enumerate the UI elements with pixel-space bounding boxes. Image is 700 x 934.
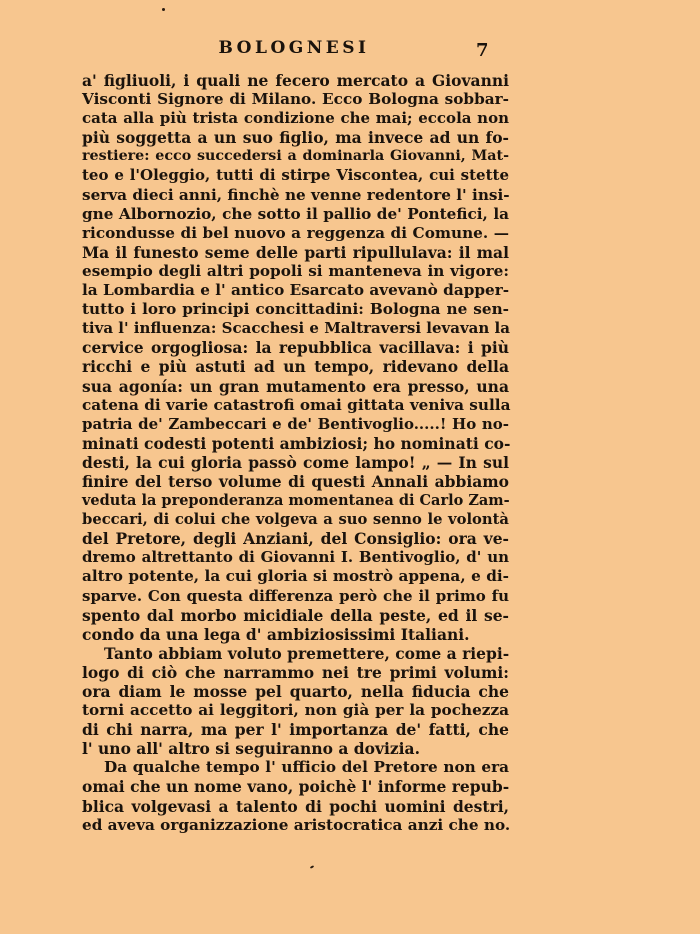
text-line: sparve. Con questa differenza però che il primo fu	[82, 586, 509, 605]
text-line: patria de' Zambeccari e de' Bentivoglio.....! Ho no-	[82, 414, 509, 433]
text-line: esempio degli altri popoli si manteneva in vigore:	[82, 261, 509, 280]
text-line: più soggetta a un suo figlio, ma invece ad un fo-	[82, 128, 509, 148]
text-line: sua agonía: un gran mutamento era presso, una	[82, 376, 509, 396]
text-line: dremo altrettanto di Giovanni I. Bentivoglio, d' un	[82, 548, 509, 567]
text-line: del Pretore, degli Anziani, del Consiglio: ora ve-	[82, 529, 509, 549]
text-line: spento dal morbo micidiale della peste, ed il se-	[82, 605, 509, 625]
paper-speck	[310, 865, 314, 869]
text-line: tiva l' influenza: Scacchesi e Maltraversi levavan la	[82, 319, 510, 338]
running-head	[0, 38, 700, 62]
text-line: ora diam le mosse pel quarto, nella fiducia che	[82, 682, 509, 701]
text-line: la Lombardia e l' antico Esarcato avevanò dapper-	[82, 281, 510, 300]
text-line: Ma il funesto seme delle parti ripullulava: il mal	[82, 242, 509, 262]
text-line: serva dieci anni, finchè ne venne redentore l' insi-	[82, 185, 510, 204]
text-line: di chi narra, ma per l' importanza de' fatti, che	[82, 720, 509, 740]
text-line: Da qualche tempo l' ufficio del Pretore non era	[104, 758, 509, 777]
text-line: ed aveva organizzazione aristocratica anzi che no.	[82, 815, 511, 834]
text-line: desti, la cui gloria passò come lampo! „ — In sul	[82, 452, 509, 472]
text-line: condo da una lega d' ambiziosissimi Italiani.	[82, 624, 470, 644]
text-line: Visconti Signore di Milano. Ecco Bologna sobbar-	[82, 90, 509, 109]
text-line: torni accetto ai leggitori, non già per la pochezza	[82, 701, 509, 720]
text-line: minati codesti potenti ambiziosi; ho nominati co-	[82, 433, 511, 453]
text-line: catena di varie catastrofi omai gittata veniva sulla	[82, 395, 511, 414]
text-line: gne Albornozio, che sotto il pallio de' Pontefici, la	[82, 204, 509, 223]
text-line: beccari, di colui che volgeva a suo senno le volontà	[82, 511, 509, 529]
running-title: BOLOGNESI	[218, 38, 370, 58]
text-line: cata alla più trista condizione che mai; eccola non	[82, 109, 509, 128]
text-line: restiere: ecco succedersi a dominarla Giovanni, Mat-	[82, 148, 509, 165]
text-line: tutto i loro principi concittadini: Bologna ne sen-	[82, 300, 509, 319]
text-line: finire del terso volume di questi Annali abbiamo	[82, 471, 509, 491]
text-line: logo di ciò che narrammo nei tre primi volumi:	[82, 662, 509, 682]
text-line: veduta la preponderanza momentanea di Carlo Zam-	[82, 492, 510, 510]
text-line: blica volgevasi a talento di pochi uomini destri,	[82, 796, 509, 816]
paper-speck	[162, 8, 165, 11]
text-line: Tanto abbiam voluto premettere, come a riepi-	[104, 643, 510, 663]
text-line: l' uno all' altro si seguiranno a dovizia.	[82, 739, 420, 759]
page-number: 7	[476, 40, 489, 61]
text-line: cervice orgogliosa: la repubblica vacillava: i più	[82, 338, 509, 358]
text-line: ricchi e più astuti ad un tempo, ridevano della	[82, 357, 509, 377]
body-text	[82, 71, 509, 835]
text-line: ricondusse di bel nuovo a reggenza di Comune. —	[82, 223, 509, 242]
text-line: teo e l'Oleggio, tutti di stirpe Viscontea, cui stette	[82, 166, 509, 185]
text-line: altro potente, la cui gloria si mostrò appena, e di-	[82, 567, 509, 586]
text-line: a' figliuoli, i quali ne fecero mercato a Giovanni	[82, 71, 509, 90]
text-line: omai che un nome vano, poichè l' informe repub-	[82, 777, 510, 797]
